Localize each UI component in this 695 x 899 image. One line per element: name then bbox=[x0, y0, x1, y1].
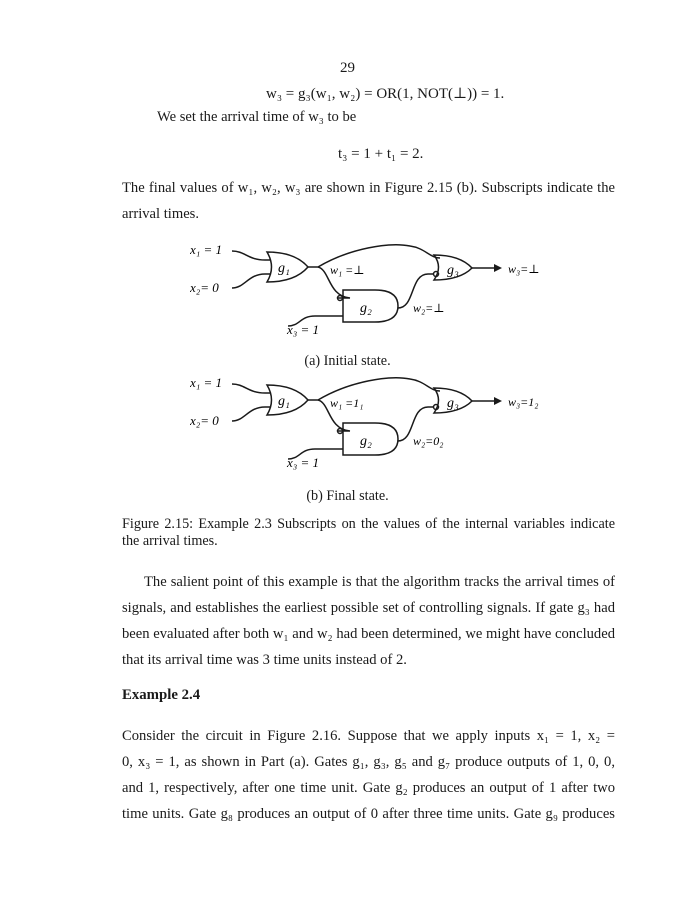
wire-x1 bbox=[232, 384, 270, 393]
wire-x2 bbox=[232, 407, 270, 421]
arrow-icon bbox=[494, 397, 502, 405]
para-final-values-line: arrival times. bbox=[122, 206, 199, 222]
label-x2: x₂= 0 bbox=[190, 413, 219, 428]
equation-t3: t₃ = 1 + t₁ = 2. bbox=[338, 146, 424, 162]
figure-caption-line: Figure 2.15: Example 2.3 Subscripts on the values of the internal variables indicate bbox=[122, 516, 615, 532]
para-example-line: time units. Gate g₈ produces an output of 0 after three time units. Gate g₉ produces bbox=[122, 806, 615, 822]
label-w1: w₁ =⊥ bbox=[330, 263, 365, 277]
label-g1: g₁ bbox=[278, 261, 290, 276]
label-x1: x₁ = 1 bbox=[190, 375, 223, 390]
para-salient-line: that its arrival time was 3 time units instead of 2. bbox=[122, 652, 407, 668]
wire-w1-top bbox=[308, 245, 440, 267]
heading-example-2-4: Example 2.4 bbox=[122, 687, 201, 703]
page-number: 29 bbox=[340, 60, 355, 76]
label-g3: g₃ bbox=[447, 263, 459, 278]
label-w3: w₃=⊥ bbox=[508, 262, 540, 276]
wire-w1-top bbox=[308, 378, 440, 400]
text-arrival-intro: We set the arrival time of w₃ to be bbox=[157, 109, 357, 125]
circuit-diagram-final bbox=[190, 371, 560, 481]
circuit-diagram-initial bbox=[190, 238, 560, 348]
label-g1: g₁ bbox=[278, 394, 290, 409]
label-w3: w₃=1₂ bbox=[508, 395, 539, 409]
para-salient-line: been evaluated after both w₁ and w₂ had been determined, we might have concluded bbox=[122, 626, 615, 642]
label-g3: g₃ bbox=[447, 396, 459, 411]
subcaption-a: (a) Initial state. bbox=[304, 353, 391, 369]
label-w1: w₁ =1₁ bbox=[330, 396, 364, 410]
label-g2: g₂ bbox=[360, 434, 372, 449]
label-g2: g₂ bbox=[360, 301, 372, 316]
label-w2: w₂=0₂ bbox=[413, 434, 444, 448]
label-x1: x₁ = 1 bbox=[190, 242, 223, 257]
para-salient-line: signals, and establishes the earliest possible set of controlling signals. If gate g₃ had bbox=[122, 600, 615, 616]
para-example-line: Consider the circuit in Figure 2.16. Suppose that we apply inputs x₁ = 1, x₂ = bbox=[122, 728, 615, 744]
para-final-values-line: The final values of w₁, w₂, w₃ are shown in Figure 2.15 (b). Subscripts indicate the bbox=[122, 180, 615, 196]
subcaption-b: (b) Final state. bbox=[306, 488, 389, 504]
label-w2: w₂=⊥ bbox=[413, 301, 445, 315]
label-x3: x₃ = 1 bbox=[287, 322, 320, 337]
para-example-line: 0, x₃ = 1, as shown in Part (a). Gates g₁, g₃, g₅ and g₇ produce outputs of 1, 0, 0, bbox=[122, 754, 615, 770]
equation-w3: w₃ = g₃(w₁, w₂) = OR(1, NOT(⊥)) = 1. bbox=[266, 86, 505, 102]
para-salient-line: The salient point of this example is that the algorithm tracks the arrival times of bbox=[144, 574, 615, 590]
wire-x1 bbox=[232, 251, 270, 260]
label-x3: x₃ = 1 bbox=[287, 455, 320, 470]
label-x2: x₂= 0 bbox=[190, 280, 219, 295]
arrow-icon bbox=[494, 264, 502, 272]
figure-caption-line: the arrival times. bbox=[122, 533, 218, 549]
wire-x2 bbox=[232, 274, 270, 288]
para-example-line: and 1, respectively, after one time unit. Gate g₂ produces an output of 1 after two bbox=[122, 780, 615, 796]
